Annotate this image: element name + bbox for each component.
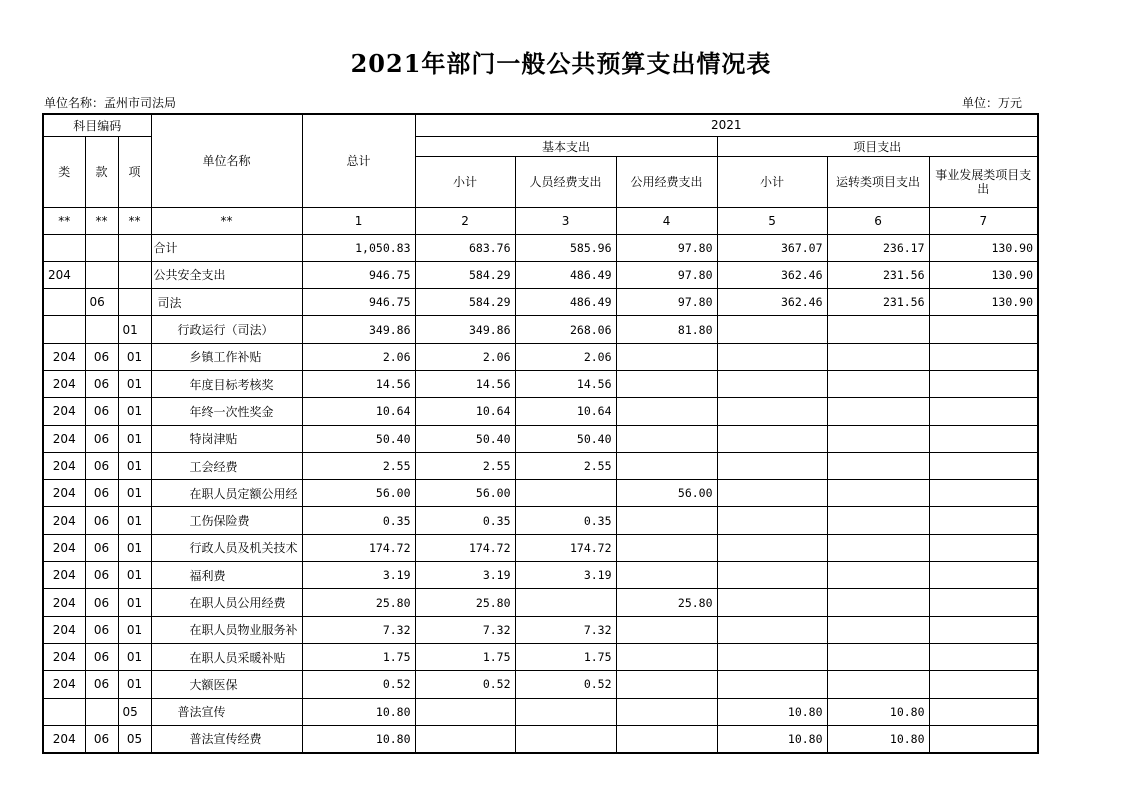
personnel-cell xyxy=(515,725,616,752)
lei-cell xyxy=(43,289,85,316)
xiang-cell xyxy=(118,261,151,288)
table-row xyxy=(43,616,1038,643)
project-subtotal-cell: 362.46 xyxy=(717,261,827,288)
xiang-cell: 01 xyxy=(118,316,151,343)
org-name-cell: 在职人员采暖补贴 xyxy=(151,643,302,670)
kuan-header: 款 xyxy=(85,136,118,207)
kuan-cell: 06 xyxy=(85,398,118,425)
development-cell xyxy=(929,398,1038,425)
subject-code-header: 科目编码 xyxy=(43,114,151,136)
xiang-cell: 01 xyxy=(118,343,151,370)
project-subtotal-cell: 362.46 xyxy=(717,289,827,316)
project-subtotal-cell xyxy=(717,643,827,670)
project-subtotal-header: 小计 xyxy=(717,156,827,207)
basic-subtotal-cell: 174.72 xyxy=(415,534,515,561)
table-row xyxy=(43,425,1038,452)
kuan-cell: 06 xyxy=(85,671,118,698)
org-name-cell: 工伤保险费 xyxy=(151,507,302,534)
personnel-cell: 2.06 xyxy=(515,343,616,370)
development-cell: 130.90 xyxy=(929,234,1038,261)
lei-cell: 204 xyxy=(43,398,85,425)
basic-subtotal-cell: 584.29 xyxy=(415,289,515,316)
operating-cell xyxy=(827,589,929,616)
table-row xyxy=(43,698,1038,725)
public-cell: 25.80 xyxy=(616,589,717,616)
kuan-cell: 06 xyxy=(85,452,118,479)
public-cell xyxy=(616,425,717,452)
operating-cell xyxy=(827,343,929,370)
lei-cell: 204 xyxy=(43,643,85,670)
personnel-cell: 7.32 xyxy=(515,616,616,643)
lei-cell: 204 xyxy=(43,671,85,698)
personnel-cell: 14.56 xyxy=(515,370,616,397)
org-name-cell: 行政运行（司法） xyxy=(151,316,302,343)
kuan-cell: 06 xyxy=(85,425,118,452)
basic-subtotal-cell: 0.52 xyxy=(415,671,515,698)
index-cell: ** xyxy=(43,207,85,234)
personnel-cell: 0.52 xyxy=(515,671,616,698)
xiang-cell: 01 xyxy=(118,643,151,670)
index-cell: 7 xyxy=(929,207,1038,234)
index-row xyxy=(43,207,1038,234)
basic-subtotal-cell: 56.00 xyxy=(415,480,515,507)
total-cell: 1,050.83 xyxy=(302,234,415,261)
org-name-cell: 行政人员及机关技术 xyxy=(151,534,302,561)
org-name-cell: 特岗津贴 xyxy=(151,425,302,452)
development-cell xyxy=(929,643,1038,670)
operating-cell xyxy=(827,480,929,507)
index-cell: ** xyxy=(85,207,118,234)
xiang-cell: 01 xyxy=(118,671,151,698)
operating-cell xyxy=(827,398,929,425)
kuan-cell xyxy=(85,316,118,343)
development-cell xyxy=(929,671,1038,698)
kuan-cell: 06 xyxy=(85,289,118,316)
org-name-cell: 在职人员公用经费 xyxy=(151,589,302,616)
unit-money-label: 单位：万元 xyxy=(961,96,1022,110)
lei-cell: 204 xyxy=(43,261,85,288)
kuan-cell: 06 xyxy=(85,725,118,752)
lei-cell: 204 xyxy=(43,343,85,370)
personnel-cell: 3.19 xyxy=(515,562,616,589)
personnel-cell: 2.55 xyxy=(515,452,616,479)
xiang-cell: 05 xyxy=(118,725,151,752)
lei-cell: 204 xyxy=(43,507,85,534)
table-header xyxy=(43,114,1038,234)
kuan-cell: 06 xyxy=(85,643,118,670)
org-name-cell: 普法宣传 xyxy=(151,698,302,725)
development-cell: 130.90 xyxy=(929,261,1038,288)
public-cell xyxy=(616,534,717,561)
personnel-cell: 0.35 xyxy=(515,507,616,534)
table-row xyxy=(43,316,1038,343)
personnel-cell: 585.96 xyxy=(515,234,616,261)
xiang-cell: 01 xyxy=(118,425,151,452)
lei-cell: 204 xyxy=(43,589,85,616)
lei-cell: 204 xyxy=(43,480,85,507)
project-subtotal-cell: 367.07 xyxy=(717,234,827,261)
table-row xyxy=(43,452,1038,479)
public-cell: 56.00 xyxy=(616,480,717,507)
table-row xyxy=(43,289,1038,316)
operating-cell: 231.56 xyxy=(827,289,929,316)
year-header: 2021 xyxy=(415,114,1038,136)
lei-cell: 204 xyxy=(43,725,85,752)
project-subtotal-cell xyxy=(717,370,827,397)
kuan-cell: 06 xyxy=(85,480,118,507)
basic-subtotal-cell: 1.75 xyxy=(415,643,515,670)
total-cell: 0.52 xyxy=(302,671,415,698)
operating-cell xyxy=(827,671,929,698)
project-subtotal-cell xyxy=(717,507,827,534)
org-name-cell: 年度目标考核奖 xyxy=(151,370,302,397)
total-cell: 3.19 xyxy=(302,562,415,589)
org-name-cell: 在职人员物业服务补 xyxy=(151,616,302,643)
xiang-cell: 01 xyxy=(118,562,151,589)
operating-cell xyxy=(827,425,929,452)
total-cell: 14.56 xyxy=(302,370,415,397)
org-name-cell: 在职人员定额公用经 xyxy=(151,480,302,507)
project-subtotal-cell xyxy=(717,671,827,698)
kuan-cell xyxy=(85,234,118,261)
project-subtotal-cell: 10.80 xyxy=(717,725,827,752)
index-cell: ** xyxy=(118,207,151,234)
total-cell: 50.40 xyxy=(302,425,415,452)
project-subtotal-cell xyxy=(717,452,827,479)
org-name-cell: 公共安全支出 xyxy=(151,261,302,288)
total-cell: 2.06 xyxy=(302,343,415,370)
xiang-cell: 01 xyxy=(118,452,151,479)
public-cell xyxy=(616,698,717,725)
kuan-cell xyxy=(85,261,118,288)
personnel-cell xyxy=(515,698,616,725)
public-header: 公用经费支出 xyxy=(616,156,717,207)
total-cell: 1.75 xyxy=(302,643,415,670)
index-cell: 2 xyxy=(415,207,515,234)
operating-cell xyxy=(827,370,929,397)
lei-cell xyxy=(43,316,85,343)
public-cell xyxy=(616,507,717,534)
xiang-cell: 01 xyxy=(118,507,151,534)
index-cell: 5 xyxy=(717,207,827,234)
public-cell xyxy=(616,343,717,370)
development-cell xyxy=(929,480,1038,507)
personnel-cell: 1.75 xyxy=(515,643,616,670)
personnel-cell xyxy=(515,480,616,507)
table-row xyxy=(43,370,1038,397)
development-cell xyxy=(929,507,1038,534)
project-subtotal-cell xyxy=(717,480,827,507)
basic-subtotal-cell: 2.06 xyxy=(415,343,515,370)
project-subtotal-cell xyxy=(717,316,827,343)
total-cell: 10.80 xyxy=(302,698,415,725)
org-name-cell: 普法宣传经费 xyxy=(151,725,302,752)
basic-subtotal-cell: 584.29 xyxy=(415,261,515,288)
public-cell xyxy=(616,643,717,670)
index-cell: ** xyxy=(151,207,302,234)
personnel-cell: 486.49 xyxy=(515,289,616,316)
kuan-cell: 06 xyxy=(85,534,118,561)
development-cell xyxy=(929,316,1038,343)
public-cell xyxy=(616,725,717,752)
basic-subtotal-cell xyxy=(415,725,515,752)
operating-cell xyxy=(827,534,929,561)
org-name-header: 单位名称 xyxy=(151,114,302,207)
table-row xyxy=(43,562,1038,589)
basic-subtotal-header: 小计 xyxy=(415,156,515,207)
personnel-cell: 50.40 xyxy=(515,425,616,452)
org-name-cell: 司法 xyxy=(151,289,302,316)
basic-expenditure-header: 基本支出 xyxy=(415,136,717,156)
xiang-cell: 01 xyxy=(118,370,151,397)
table-row xyxy=(43,343,1038,370)
kuan-cell: 06 xyxy=(85,507,118,534)
operating-header: 运转类项目支出 xyxy=(827,156,929,207)
lei-cell: 204 xyxy=(43,370,85,397)
development-cell xyxy=(929,725,1038,752)
operating-cell: 10.80 xyxy=(827,725,929,752)
lei-cell: 204 xyxy=(43,616,85,643)
xiang-header: 项 xyxy=(118,136,151,207)
public-cell xyxy=(616,616,717,643)
project-subtotal-cell xyxy=(717,398,827,425)
xiang-cell: 01 xyxy=(118,398,151,425)
table-row xyxy=(43,480,1038,507)
basic-subtotal-cell: 25.80 xyxy=(415,589,515,616)
total-cell: 7.32 xyxy=(302,616,415,643)
table-row xyxy=(43,261,1038,288)
basic-subtotal-cell: 50.40 xyxy=(415,425,515,452)
development-cell xyxy=(929,562,1038,589)
personnel-cell xyxy=(515,589,616,616)
public-cell: 97.80 xyxy=(616,234,717,261)
public-cell: 97.80 xyxy=(616,289,717,316)
basic-subtotal-cell: 14.56 xyxy=(415,370,515,397)
lei-cell: 204 xyxy=(43,425,85,452)
lei-cell xyxy=(43,698,85,725)
project-subtotal-cell xyxy=(717,534,827,561)
personnel-cell: 10.64 xyxy=(515,398,616,425)
public-cell xyxy=(616,452,717,479)
personnel-cell: 174.72 xyxy=(515,534,616,561)
operating-cell xyxy=(827,616,929,643)
lei-cell: 204 xyxy=(43,452,85,479)
development-cell xyxy=(929,616,1038,643)
kuan-cell: 06 xyxy=(85,343,118,370)
total-cell: 10.80 xyxy=(302,725,415,752)
table-body xyxy=(43,234,1038,753)
basic-subtotal-cell xyxy=(415,698,515,725)
total-cell: 25.80 xyxy=(302,589,415,616)
table-row xyxy=(43,589,1038,616)
table-row xyxy=(43,507,1038,534)
personnel-header: 人员经费支出 xyxy=(515,156,616,207)
unit-org-label: 单位名称：孟州市司法局 xyxy=(44,96,177,110)
total-cell: 56.00 xyxy=(302,480,415,507)
project-subtotal-cell xyxy=(717,589,827,616)
basic-subtotal-cell: 2.55 xyxy=(415,452,515,479)
public-cell xyxy=(616,370,717,397)
total-cell: 174.72 xyxy=(302,534,415,561)
operating-cell: 231.56 xyxy=(827,261,929,288)
index-cell: 6 xyxy=(827,207,929,234)
operating-cell xyxy=(827,316,929,343)
org-name-cell: 福利费 xyxy=(151,562,302,589)
basic-subtotal-cell: 683.76 xyxy=(415,234,515,261)
org-name-cell: 大额医保 xyxy=(151,671,302,698)
total-cell: 946.75 xyxy=(302,289,415,316)
project-subtotal-cell xyxy=(717,343,827,370)
development-cell xyxy=(929,452,1038,479)
project-subtotal-cell xyxy=(717,562,827,589)
operating-cell: 10.80 xyxy=(827,698,929,725)
xiang-cell: 01 xyxy=(118,589,151,616)
kuan-cell: 06 xyxy=(85,370,118,397)
table-row xyxy=(43,398,1038,425)
public-cell: 97.80 xyxy=(616,261,717,288)
table-row xyxy=(43,534,1038,561)
xiang-cell: 01 xyxy=(118,480,151,507)
basic-subtotal-cell: 10.64 xyxy=(415,398,515,425)
total-cell: 10.64 xyxy=(302,398,415,425)
personnel-cell: 268.06 xyxy=(515,316,616,343)
development-cell: 130.90 xyxy=(929,289,1038,316)
operating-cell xyxy=(827,643,929,670)
development-cell xyxy=(929,589,1038,616)
kuan-cell xyxy=(85,698,118,725)
development-cell xyxy=(929,370,1038,397)
kuan-cell: 06 xyxy=(85,616,118,643)
basic-subtotal-cell: 3.19 xyxy=(415,562,515,589)
operating-cell: 236.17 xyxy=(827,234,929,261)
xiang-cell: 01 xyxy=(118,616,151,643)
kuan-cell: 06 xyxy=(85,589,118,616)
basic-subtotal-cell: 0.35 xyxy=(415,507,515,534)
index-cell: 4 xyxy=(616,207,717,234)
org-name-cell: 工会经费 xyxy=(151,452,302,479)
personnel-cell: 486.49 xyxy=(515,261,616,288)
lei-cell xyxy=(43,234,85,261)
development-cell xyxy=(929,343,1038,370)
total-header: 总计 xyxy=(302,114,415,207)
index-cell: 1 xyxy=(302,207,415,234)
kuan-cell: 06 xyxy=(85,562,118,589)
page-title: 2021年部门一般公共预算支出情况表 xyxy=(350,49,772,78)
operating-cell xyxy=(827,562,929,589)
operating-cell xyxy=(827,507,929,534)
table-row xyxy=(43,671,1038,698)
total-cell: 349.86 xyxy=(302,316,415,343)
project-subtotal-cell: 10.80 xyxy=(717,698,827,725)
table-row xyxy=(43,234,1038,261)
lei-cell: 204 xyxy=(43,534,85,561)
project-subtotal-cell xyxy=(717,425,827,452)
lei-cell: 204 xyxy=(43,562,85,589)
xiang-cell xyxy=(118,234,151,261)
project-expenditure-header: 项目支出 xyxy=(717,136,1038,156)
development-cell xyxy=(929,425,1038,452)
index-cell: 3 xyxy=(515,207,616,234)
development-cell xyxy=(929,698,1038,725)
xiang-cell: 05 xyxy=(118,698,151,725)
public-cell xyxy=(616,671,717,698)
operating-cell xyxy=(827,452,929,479)
xiang-cell: 01 xyxy=(118,534,151,561)
budget-table xyxy=(42,113,1039,754)
org-name-cell: 合计 xyxy=(151,234,302,261)
public-cell: 81.80 xyxy=(616,316,717,343)
table-row xyxy=(43,643,1038,670)
basic-subtotal-cell: 349.86 xyxy=(415,316,515,343)
org-name-cell: 乡镇工作补贴 xyxy=(151,343,302,370)
lei-header: 类 xyxy=(43,136,85,207)
total-cell: 946.75 xyxy=(302,261,415,288)
development-cell xyxy=(929,534,1038,561)
development-header: 事业发展类项目支出 xyxy=(929,156,1038,207)
xiang-cell xyxy=(118,289,151,316)
public-cell xyxy=(616,562,717,589)
total-cell: 2.55 xyxy=(302,452,415,479)
basic-subtotal-cell: 7.32 xyxy=(415,616,515,643)
public-cell xyxy=(616,398,717,425)
total-cell: 0.35 xyxy=(302,507,415,534)
org-name-cell: 年终一次性奖金 xyxy=(151,398,302,425)
table-row xyxy=(43,725,1038,752)
project-subtotal-cell xyxy=(717,616,827,643)
